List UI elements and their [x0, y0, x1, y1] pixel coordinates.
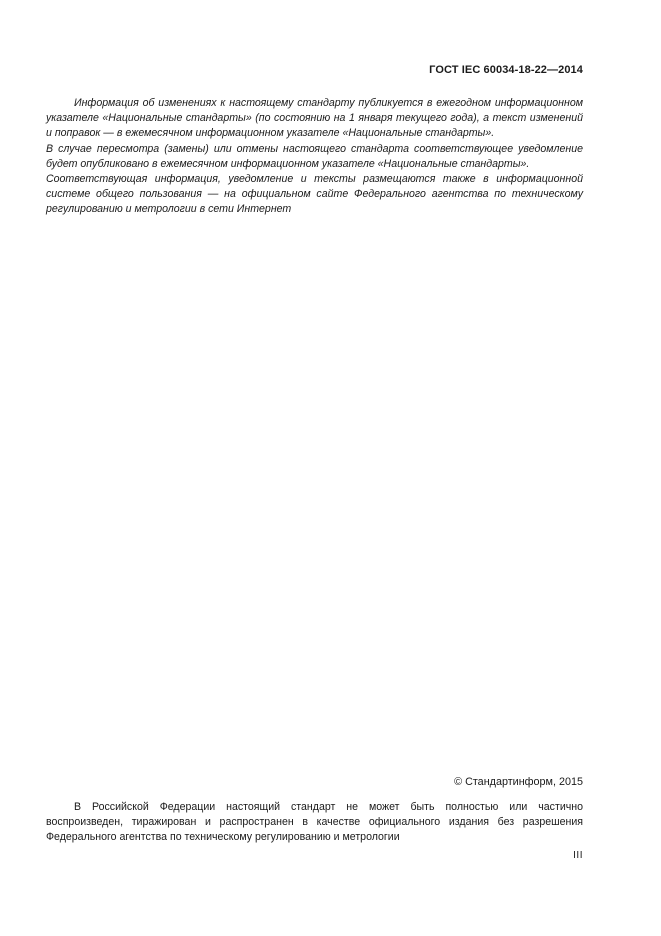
document-code-header: ГОСТ IEC 60034-18-22—2014: [429, 64, 583, 76]
amendment-notice: [46, 96, 583, 218]
notice-paragraph-revision: В случае пересмотра (замены) или отмены настоящего стандарта соответствующее уведомление будет опубликовано в ежемесячном информационном указателе «Национальные стандарты».: [46, 142, 583, 170]
notice-paragraph-publication: Соответствующая информация, уведомление и тексты размещаются также в информационной системе общего пользования — на официальном сайте Федерального агентства по техническому регулированию и метрологии в сети Интернет: [46, 173, 583, 216]
page-number: III: [573, 850, 583, 861]
rights-statement: [46, 800, 583, 846]
copyright-line: © Стандартинформ, 2015: [454, 776, 583, 788]
rights-paragraph: В Российской Федерации настоящий стандарт не может быть полностью или частично воспроизведен, тиражирован и распространен в качестве официального издания без разрешения Федерального агентства по техническому регулированию и метрологии: [46, 801, 583, 844]
notice-paragraph-amendments: Информация об изменениях к настоящему стандарту публикуется в ежегодном информационном указателе «Национальные стандарты» (по состоянию на 1 января текущего года), а текст изменений и поправок — в ежемесячном информационном указателе «Национальные стандарты».: [46, 97, 583, 140]
